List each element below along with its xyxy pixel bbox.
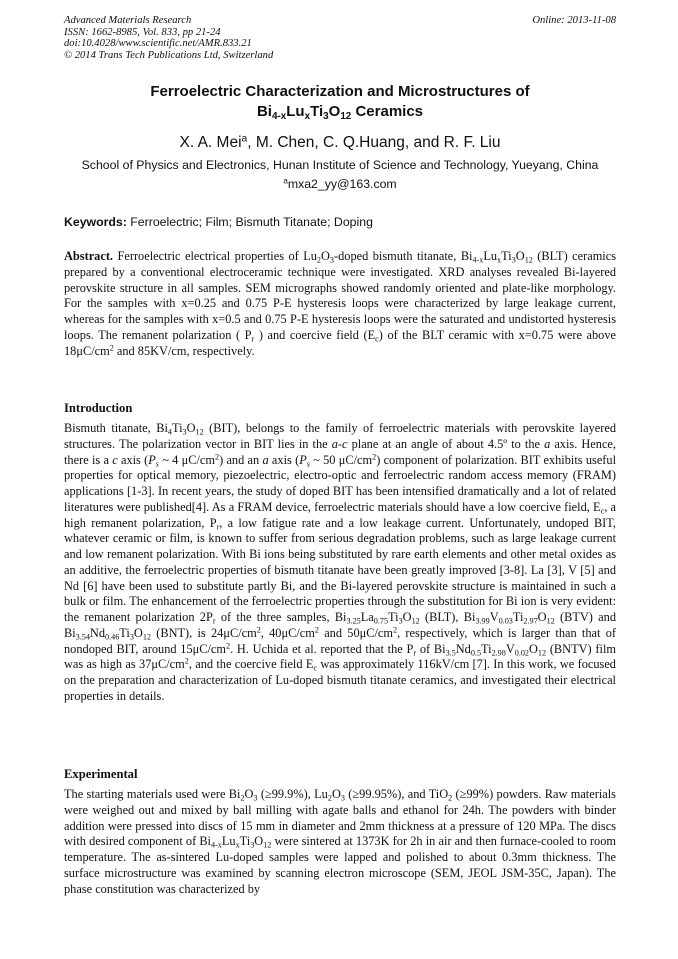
title-line: Ferroelectric Characterization and Microstructures of — [150, 83, 530, 100]
paper-title — [64, 82, 616, 122]
journal-name: Advanced Materials Research — [64, 15, 192, 26]
keywords-label: Keywords: — [64, 215, 127, 229]
journal-header — [64, 15, 616, 61]
abstract-section — [64, 249, 616, 359]
doi-line: doi:10.4028/www.scientific.net/AMR.833.21 — [64, 38, 252, 50]
abstract-text: Ferroelectric electrical properties of $Lu_2O_3$-doped bismuth titanate, $Bi_{4-x}Lu_xTi_3O_{12}$ (BLT) ceramics prepared by a conventional electroceramic technique were investigated. XRD analyses revealed Bi-layered perovskite structure in all samples. SEM micrographs showed randomly oriented and plate-like morphology. For the samples with x=0.25 and 0.75 P-E hysteresis loops were characterized by large leakage current, whereas for the samples with x=0.5 and 0.75 P-E hysteresis loops were the saturated and undistorted hysteresis loops. The remanent polarization ( $P_r$ ) and coercive field $(E_c)$ of the BLT ceramic with x=0.75 were above $18\mu C/cm^2$ and 85KV/cm, respectively. — [64, 249, 617, 358]
experimental-text: The starting materials used were $Bi_2O_3$ (≥99.9%), $Lu_2O_3$ (≥99.95%), and TiO$_2$ (≥99%) powders. Raw materials were weighed out and mixed by ball milling with agate balls and ethanol for 24h. The powders with binder addition were pressed into discs of 15 mm in diameter and 2mm thickness at a pressure of 120 MPa. The discs with desired component of $Bi_{4-x}Lu_xTi_3O_{12}$ were sintered at 1373K for 2h in air and then furnace-cooled to room temperature. The as-sintered Lu-doped samples were lapped and polished to about 0.3mm thickness. The surface microstructure was examined by scanning electron microscope (SEM, JEOL JSM-35C, Japan). The phase constitution was characterized by — [64, 787, 616, 896]
title-formula: $Bi_{4-x}Lu_xTi_3O_{12}$ Ceramics — [256, 103, 424, 122]
issn-line: ISSN: 1662-8985, Vol. 833, pp 21-24 — [64, 26, 221, 38]
author-list: X. A. Mei$^a$, M. Chen, C. Q.Huang, and R. F. Liu — [179, 133, 501, 151]
online-date: Online: 2013-11-08 — [532, 15, 616, 26]
introduction-text: Bismuth titanate, $Bi_4Ti_3O_{12}$ (BIT), belongs to the family of ferroelectric materials with perovskite layered structures. The polarization vector in BIT lies in the a-c plane at an angle of about 4.5º to the a axis. Hence, there is a c axis ($P_s$ ~ 4 $\mu C/cm^2$) and an a axis ($P_s$ ~ 50 $\mu C/cm^2$) component of polarization. BIT exhibits useful properties for optical memory, piezoelectric, electro-optic and ferroelectric random access memory (FRAM) applications [1-3]. In recent years, the study of doped BIT has been intensified dramatically and a lot of related literatures were published[4]. As a FRAM device, ferroelectric materials should have a low coercive field, $E_c$, a high remanent polarization, $P_r$, a low fatigue rate and a low leakage current. Unfortunately, undoped BIT, whatever ceramic or film, is known to suffer from serious degradation problems, such as large leakage current and low remanent polarization. With Bi ions being substituted by rare earth elements and other metal oxides as an additive, the ferroelectric properties of bismuth titanate have been greatly improved [3-8]. La [3], V [5] and Nd [6] have been used to substitute partly Bi, and the Bi-layered perovskite structure is maintained in such a bulk or film. The enhancement of the ferroelectric properties through the substitution for Bi ion is very evident: the remanent polarization $2P_r$ of the three samples, $Bi_{3.25}La_{0.75}Ti_3O_{12}$ (BLT), $Bi_{3.99}V_{0.03}Ti_{2.97}O_{12}$ (BTV) and $Bi_{3.54}Nd_{0.46}Ti_3O_{12}$ (BNT), is $24\mu C/cm^2$, $40\mu C/cm^2$ and $50\mu C/cm^2$, respectively, which is larger than that of nondoped BIT, around $15\mu C/cm^2$. H. Uchida et al. reported that the $P_r$ of $Bi_{3.5}Nd_{0.5}Ti_{2.98}V_{0.02}O_{12}$ (BNTV) film was as high as $37\mu C/cm^2$, and the coercive field $E_c$ was approximately 116kV/cm [7]. In this work, we focused on the preparation and characterization of Lu-doped bismuth titanate ceramics, and investigated their electrical properties in details. — [64, 421, 617, 703]
affiliation: School of Physics and Electronics, Hunan Institute of Science and Technology, Yueyang, China — [81, 158, 599, 172]
author-email: $^a$mxa2_yy@163.com — [283, 176, 397, 191]
keywords-text: Ferroelectric; Film; Bismuth Titanate; Doping — [130, 215, 373, 229]
introduction-heading: Introduction — [64, 401, 133, 415]
abstract-label: Abstract. — [64, 249, 114, 263]
copyright-line: © 2014 Trans Tech Publications Ltd, Switzerland — [64, 49, 274, 61]
keywords-line — [64, 215, 616, 229]
experimental-heading: Experimental — [64, 767, 138, 781]
